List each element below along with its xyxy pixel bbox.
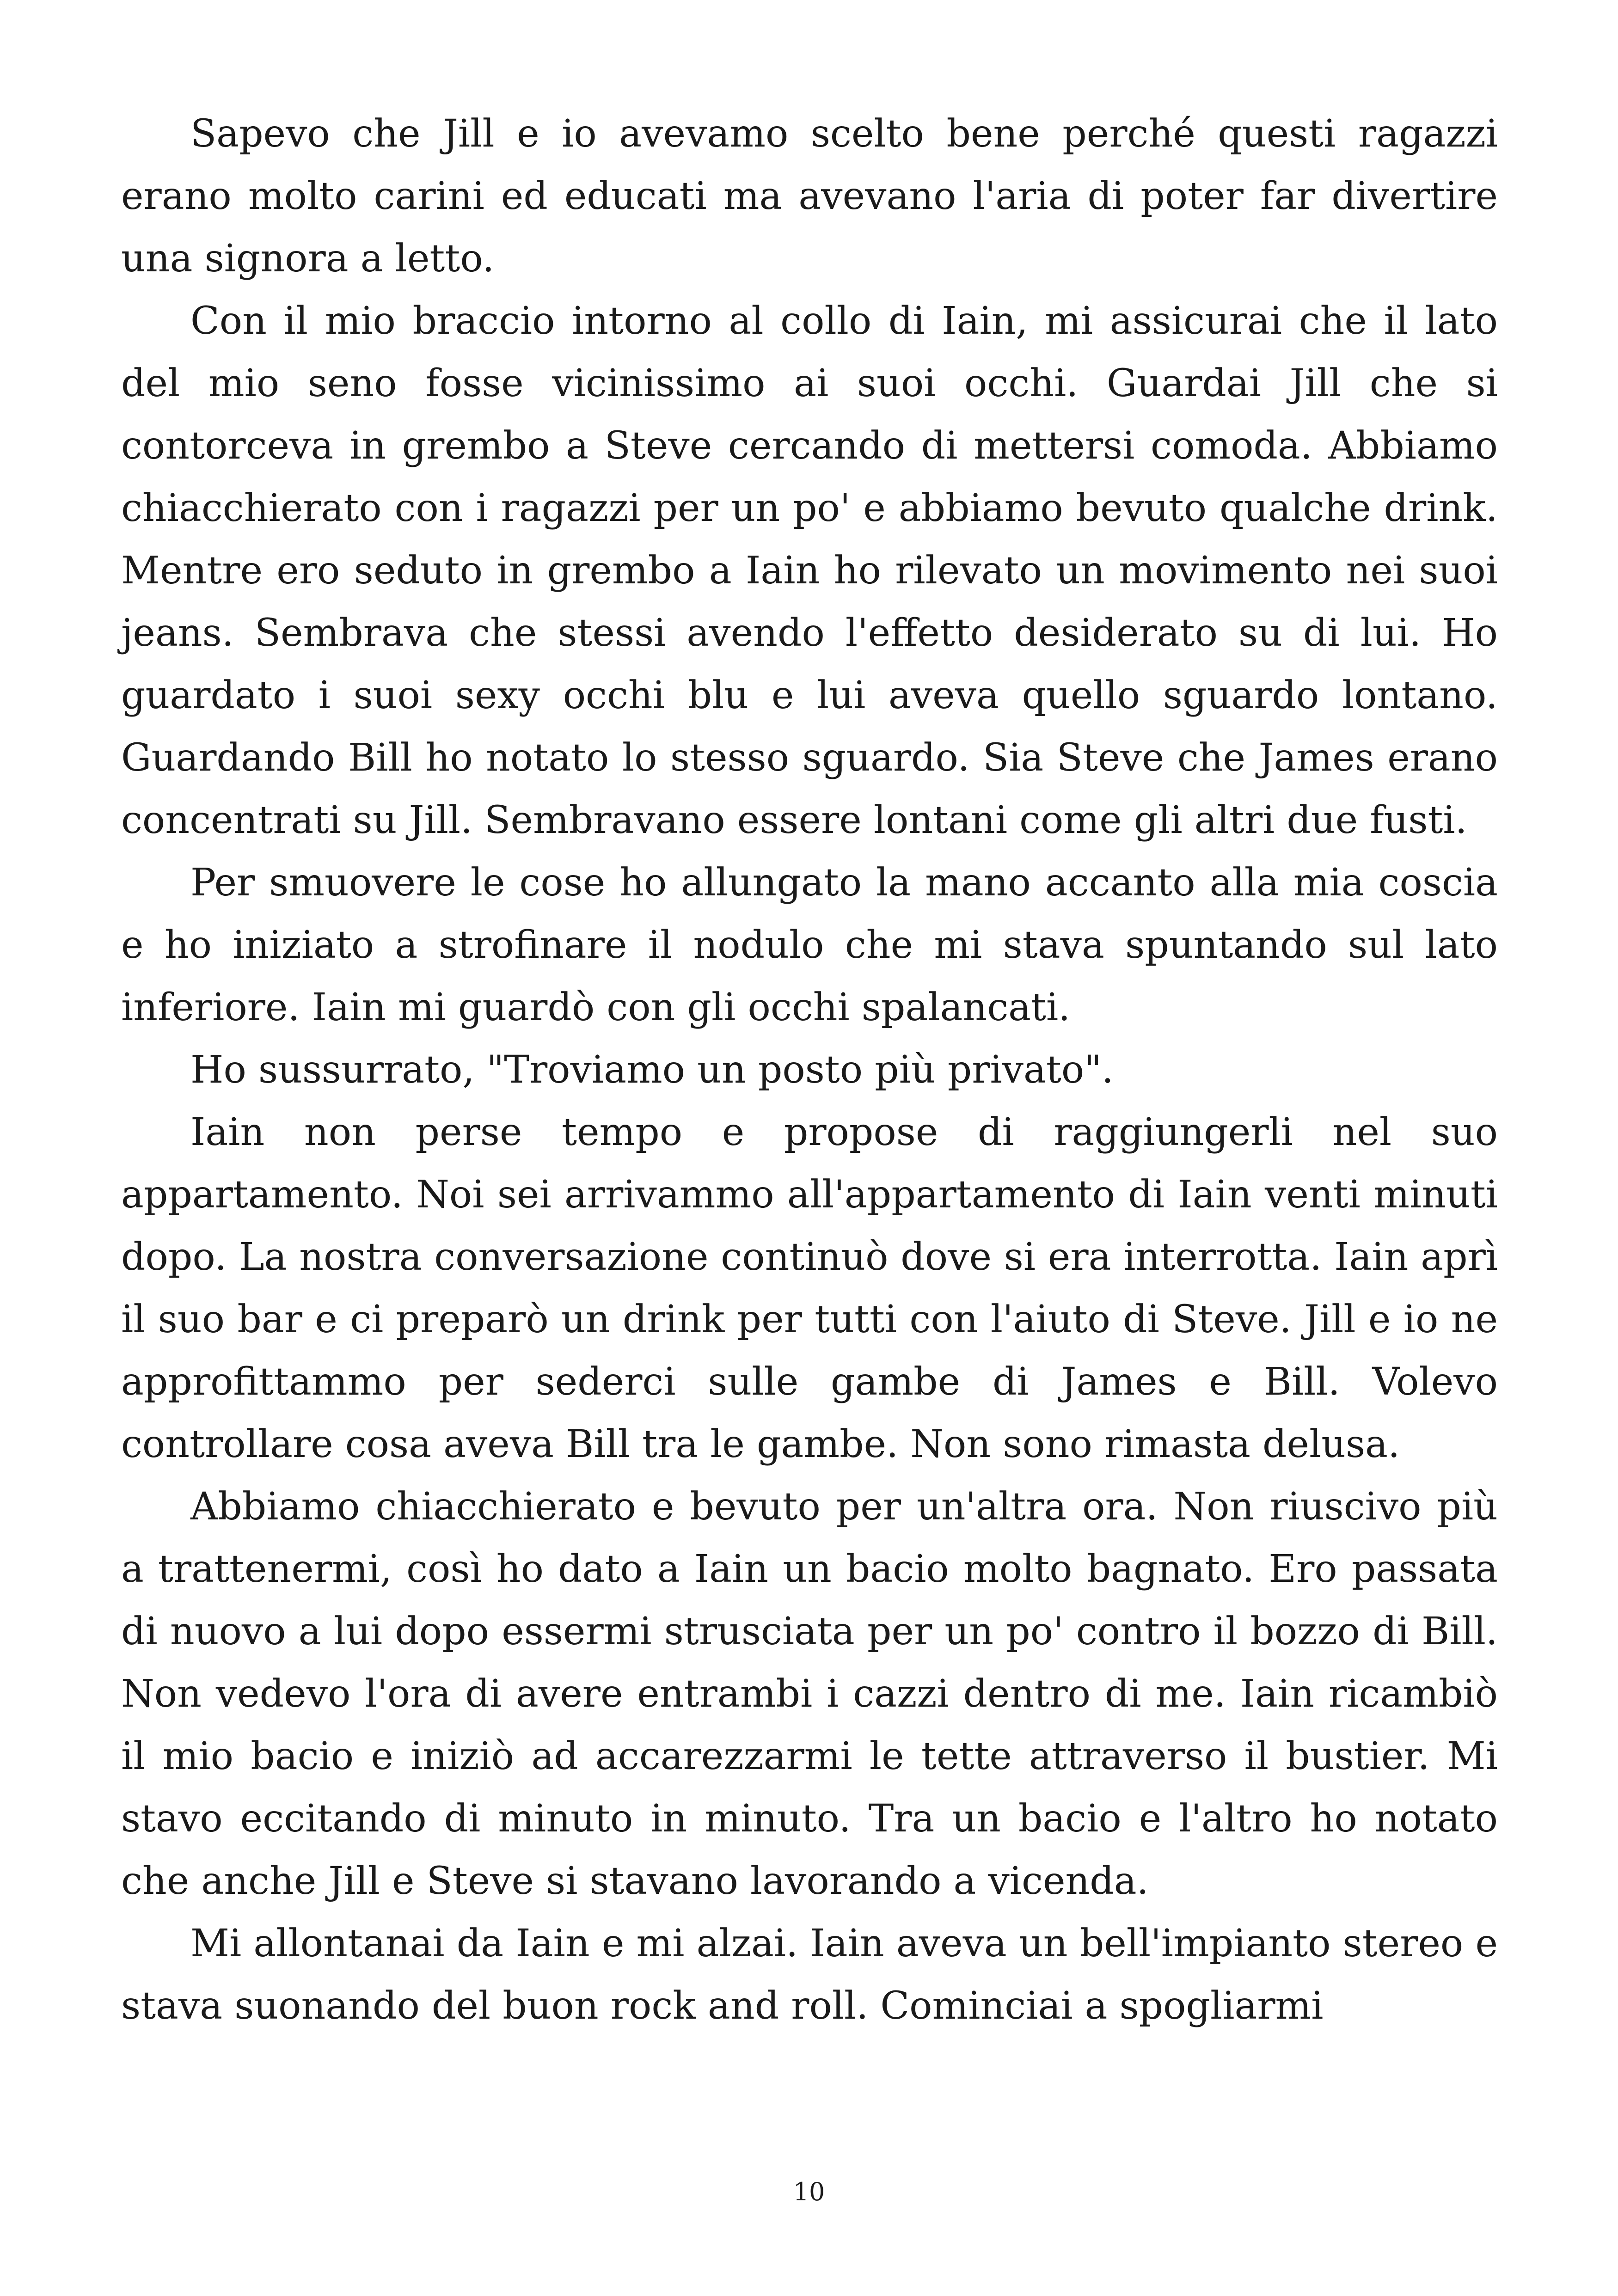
paragraph: Iain non perse tempo e propose di raggiungerli nel suo appartamento. Noi sei arrivammo all'appartamento di Iain venti minuti dopo. La nostra conversazione continuò dove si era interrotta. Iain aprì il suo bar e ci preparò un drink per tutti con l'aiuto di Steve. Jill e io ne approfittammo per sederci sulle gambe di James e Bill. Volevo controllare cosa aveva Bill tra le gambe. Non sono rimasta delusa. <box>121 1110 1498 1466</box>
page-number: 10 <box>793 2177 825 2206</box>
body-text <box>121 103 1498 2037</box>
paragraph: Con il mio braccio intorno al collo di Iain, mi assicurai che il lato del mio seno fosse vicinissimo ai suoi occhi. Guardai Jill che si contorceva in grembo a Steve cercando di mettersi comoda. Abbiamo chiacchierato con i ragazzi per un po' e abbiamo bevuto qualche drink. Mentre ero seduto in grembo a Iain ho rilevato un movimento nei suoi jeans. Sembrava che stessi avendo l'effetto desiderato su di lui. Ho guardato i suoi sexy occhi blu e lui aveva quello sguardo lontano. Guardando Bill ho notato lo stesso sguardo. Sia Steve che James erano concentrati su Jill. Sembravano essere lontani come gli altri due fusti. <box>121 299 1498 842</box>
paragraph: Sapevo che Jill e io avevamo scelto bene perché questi ragazzi erano molto carini ed educati ma avevano l'aria di poter far divertire una signora a letto. <box>121 112 1498 281</box>
paragraph: Abbiamo chiacchierato e bevuto per un'altra ora. Non riuscivo più a trattenermi, così ho dato a Iain un bacio molto bagnato. Ero passata di nuovo a lui dopo essermi strusciata per un po' contro il bozzo di Bill. Non vedevo l'ora di avere entrambi i cazzi dentro di me. Iain ricambiò il mio bacio e iniziò ad accarezzarmi le tette attraverso il bustier. Mi stavo eccitando di minuto in minuto. Tra un bacio e l'altro ho notato che anche Jill e Steve si stavano lavorando a vicenda. <box>121 1485 1498 1903</box>
paragraph: Per smuovere le cose ho allungato la mano accanto alla mia coscia e ho iniziato a strofinare il nodulo che mi stava spuntando sul lato inferiore. Iain mi guardò con gli occhi spalancati. <box>121 861 1498 1029</box>
paragraph: Ho sussurrato, "Troviamo un posto più privato". <box>190 1048 1114 1092</box>
paragraph: Mi allontanai da Iain e mi alzai. Iain aveva un bell'impianto stereo e stava suonando del buon rock and roll. Cominciai a spogliarmi <box>121 1922 1498 2028</box>
